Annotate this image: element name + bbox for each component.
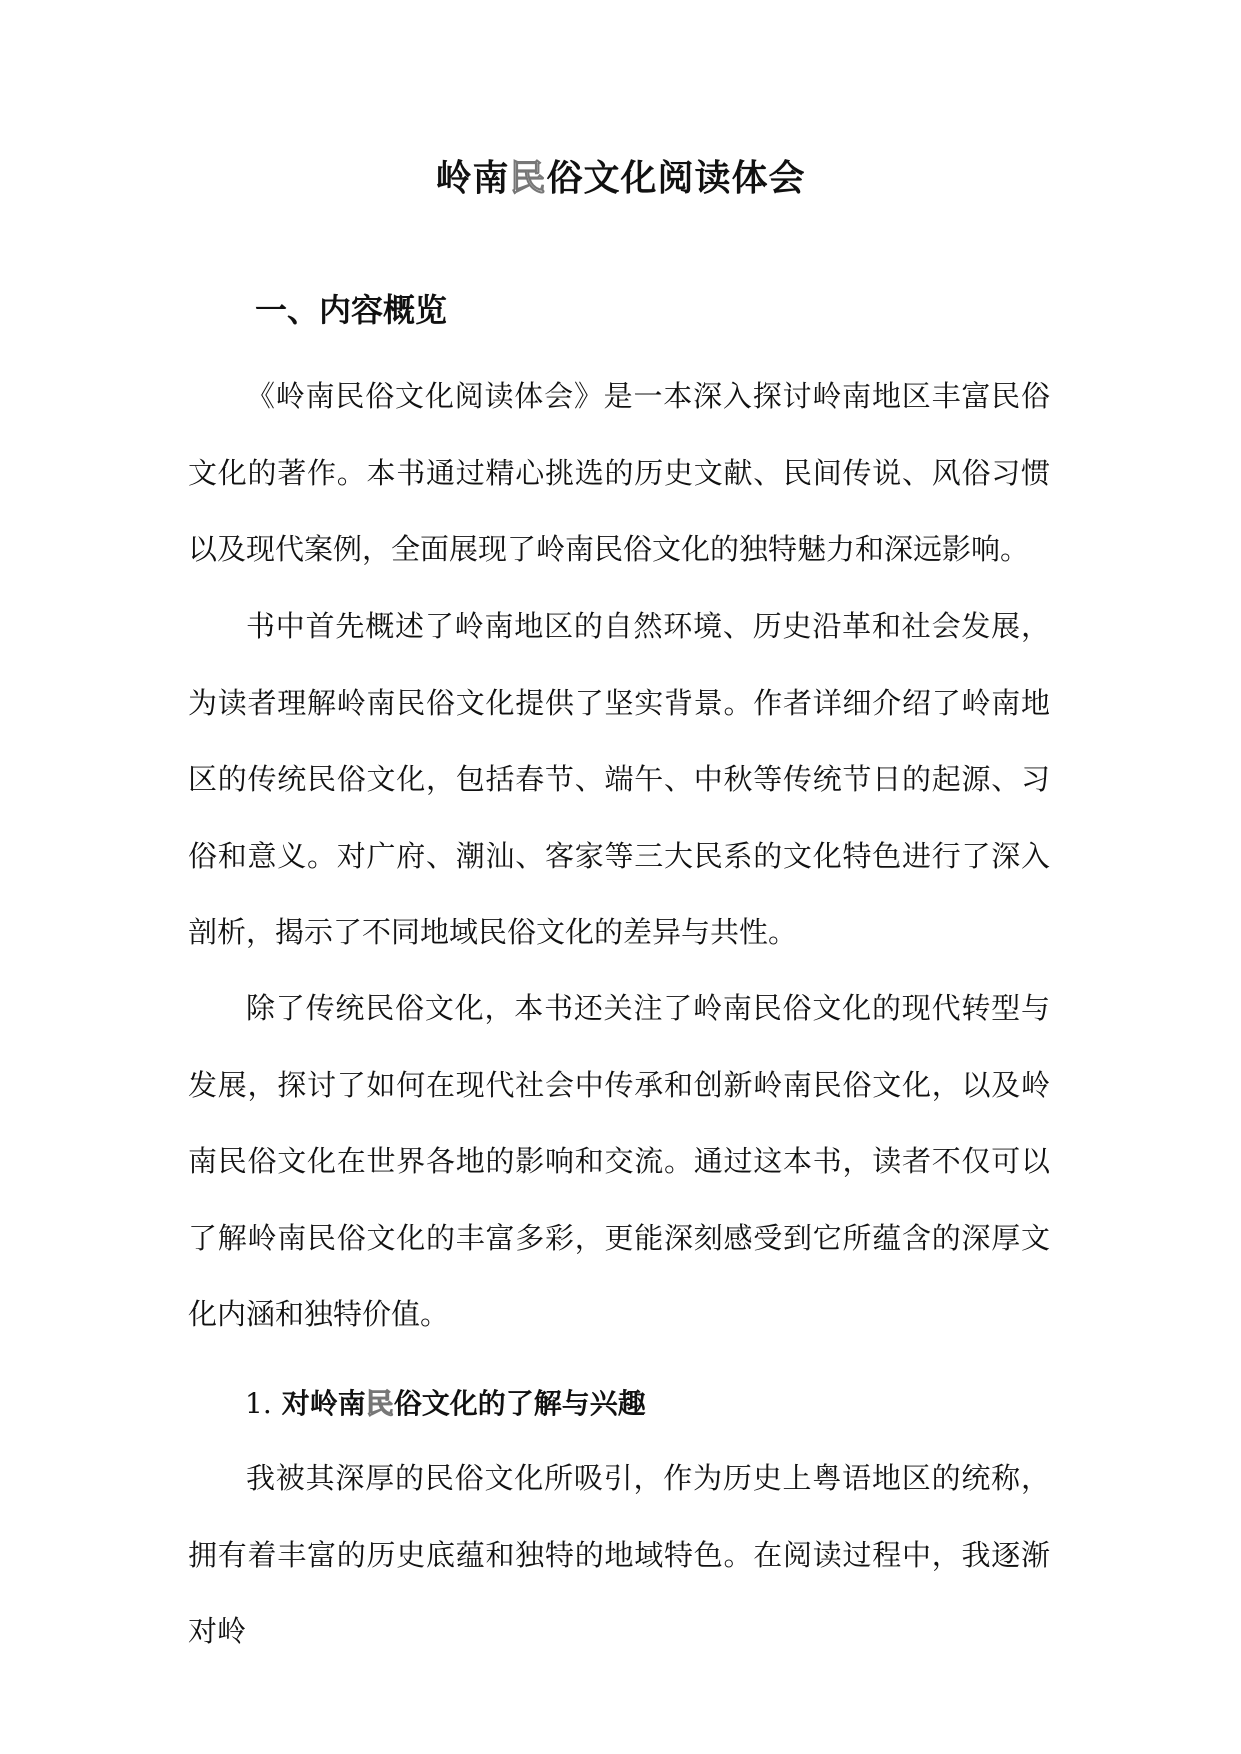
subsection-heading-part-2: 俗文化的了解与兴趣 [393, 1387, 646, 1420]
subsection-heading [245, 1382, 646, 1422]
title-hollow-char: 民 [509, 157, 547, 199]
subsection-number: 1. [245, 1387, 272, 1420]
document-title [0, 150, 1241, 201]
paragraph-2: 书中首先概述了岭南地区的自然环境、历史沿革和社会发展，为读者理解岭南民俗文化提供了坚实背景。作者详细介绍了岭南地区的传统民俗文化，包括春节、端午、中秋等传统节日的起源、习俗和意义。对广府、潮汕、客家等三大民系的文化特色进行了深入剖析，揭示了不同地域民俗文化的差异与共性。 [188, 609, 1050, 949]
subsection-hollow-char: 民 [365, 1387, 394, 1420]
subsection-heading-part-1: 对岭南 [281, 1387, 366, 1420]
section-heading-overview: 一、内容概览 [255, 291, 448, 329]
title-part-1: 岭南 [435, 157, 510, 199]
paragraph-4: 我被其深厚的民俗文化所吸引，作为历史上粤语地区的统称，拥有着丰富的历史底蕴和独特的地域特色。在阅读过程中，我逐渐对岭 [188, 1461, 1050, 1648]
title-part-2: 俗文化阅读体会 [546, 157, 806, 199]
paragraph-1: 《岭南民俗文化阅读体会》是一本深入探讨岭南地区丰富民俗文化的著作。本书通过精心挑选的历史文献、民间传说、风俗习惯以及现代案例，全面展现了岭南民俗文化的独特魅力和深远影响。 [188, 379, 1050, 566]
paragraph-3: 除了传统民俗文化，本书还关注了岭南民俗文化的现代转型与发展，探讨了如何在现代社会中传承和创新岭南民俗文化，以及岭南民俗文化在世界各地的影响和交流。通过这本书，读者不仅可以了解岭南民俗文化的丰富多彩，更能深刻感受到它所蕴含的深厚文化内涵和独特价值。 [188, 991, 1050, 1331]
